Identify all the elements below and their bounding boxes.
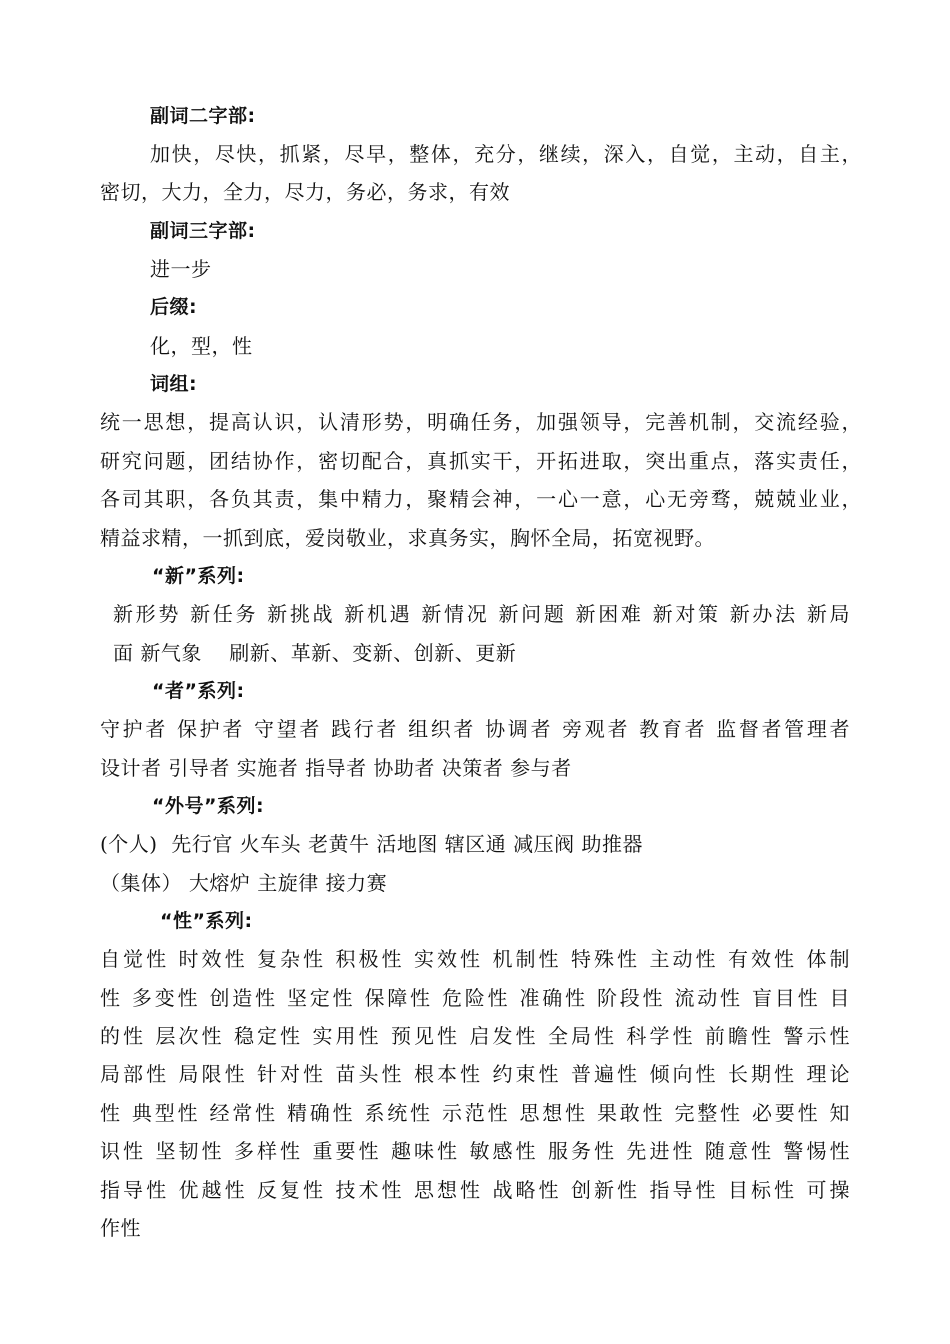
xing-line: 指导性 优越性 反复性 技术性 思想性 战略性 创新性 指导性 目标性 可操 [100,1178,850,1202]
zhe-line: 设计者 引导者 实施者 指导者 协助者 决策者 参与者 [100,756,572,780]
adverb2-heading: 副词二字部: [150,105,256,127]
adverb2-line: 加快，尽快，抓紧，尽早，整体，充分，继续，深入，自觉，主动，自主， [150,142,862,166]
xing-line: 识性 坚韧性 多样性 重要性 趣味性 敏感性 服务性 先进性 随意性 警惕性 [100,1139,850,1163]
xin-heading: “新”系列: [152,565,245,587]
phrases-heading: 词组: [150,373,198,395]
adverb3-line: 进一步 [150,257,212,281]
suffix-line: 化，型，性 [150,334,253,358]
xin-line: 面 新气象 刷新、革新、变新、创新、更新 [113,641,517,665]
xing-line: 作性 [100,1216,141,1240]
xing-heading: “性”系列: [160,910,253,932]
waihao-heading: “外号”系列: [152,795,265,817]
phrases-line: 各司其职，各负其责，集中精力，聚精会神，一心一意，心无旁骛，兢兢业业， [100,487,862,511]
phrases-line: 研究问题，团结协作，密切配合，真抓实干，开拓进取，突出重点，落实责任， [100,449,862,473]
adverb2-line: 密切，大力，全力，尽力，务必，务求，有效 [100,180,510,204]
xing-line: 性 多变性 创造性 坚定性 保障性 危险性 准确性 阶段性 流动性 盲目性 目 [100,986,850,1010]
adverb3-heading: 副词三字部: [150,220,256,242]
xin-line: 新形势 新任务 新挑战 新机遇 新情况 新问题 新困难 新对策 新办法 新局 [113,602,850,626]
xing-line: 性 典型性 经常性 精确性 系统性 示范性 思想性 果敢性 完整性 必要性 知 [100,1101,850,1125]
xing-line: 自觉性 时效性 复杂性 积极性 实效性 机制性 特殊性 主动性 有效性 体制 [100,947,850,971]
xing-line: 局部性 局限性 针对性 苗头性 根本性 约束性 普遍性 倾向性 长期性 理论 [100,1062,850,1086]
waihao-line: （集体） 大熔炉 主旋律 接力赛 [100,871,388,895]
xing-line: 的性 层次性 稳定性 实用性 预见性 启发性 全局性 科学性 前瞻性 警示性 [100,1024,850,1048]
waihao-line: (个人) 先行官 火车头 老黄牛 活地图 辖区通 减压阀 助推器 [100,832,643,856]
zhe-line: 守护者 保护者 守望者 践行者 组织者 协调者 旁观者 教育者 监督者管理者 [100,717,850,741]
suffix-heading: 后缀: [150,296,198,318]
zhe-heading: “者”系列: [152,680,245,702]
phrases-line: 精益求精，一抓到底，爱岗敬业，求真务实，胸怀全局，拓宽视野。 [100,526,715,550]
phrases-line: 统一思想，提高认识，认清形势，明确任务，加强领导，完善机制，交流经验， [100,410,862,434]
